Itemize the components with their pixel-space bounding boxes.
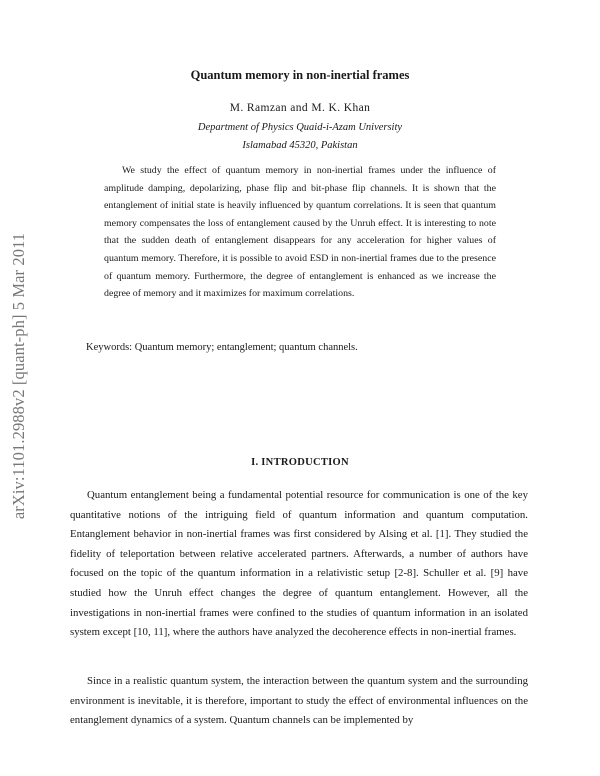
affiliation-line-1: Department of Physics Quaid-i-Azam University (197, 122, 403, 133)
body-paragraph-1: Quantum entanglement being a fundamental potential resource for communication is one of the key quantitative notions of the intriguing field of quantum information and quantum computation. Entanglement behavior in non-inertial frames was first considered by Alsing et al. [1]. They studied the fidelity of teleportation between relative accelerated partners. Afterwards, a number of authors have focused on the topic of the quantum information in a relativistic setup [2-8]. Schuller et al. [9] have studied how the Unruh effect changes the degree of quantum entanglement. However, all the investigations in non-inertial frames were confined to the studies of quantum information in an isolated system except [10, 11], where the authors have analyzed the decoherence effects in non-inertial frames. (70, 489, 528, 639)
paper-authors: M. Ramzan and M. K. Khan (229, 102, 371, 114)
arxiv-identifier-stamp (4, 188, 34, 564)
affiliation-line-2: Islamabad 45320, Pakistan (242, 140, 358, 151)
body-paragraph-2: Since in a realistic quantum system, the interaction between the quantum system and the surrounding environment is inevitable, it is therefore, important to study the effect of environmental influences on the entanglement dynamics of a system. Quantum channels can be implemented by (70, 675, 528, 727)
section-heading-introduction: I. INTRODUCTION (251, 457, 349, 468)
keywords: Keywords: Quantum memory; entanglement; quantum channels. (86, 342, 358, 353)
arxiv-identifier-text: arXiv:1101.2988v2 [quant-ph] 5 Mar 2011 (9, 232, 28, 520)
abstract: We study the effect of quantum memory in non-inertial frames under the influence of amplitude damping, depolarizing, phase flip and bit-phase flip channels. It is shown that the entanglement of initial state is heavily influenced by quantum correlations. It is seen that quantum memory compensates the loss of entanglement caused by the Unruh effect. It is interesting to note that the sudden death of entanglement disappears for any acceleration for higher values of quantum memory. Therefore, it is possible to avoid ESD in non-inertial frames due to the presence of quantum memory. Furthermore, the degree of entanglement is enhanced as we increase the degree of memory and it maximizes for maximum correlations. (104, 165, 496, 300)
paper-title: Quantum memory in non-inertial frames (190, 68, 410, 82)
